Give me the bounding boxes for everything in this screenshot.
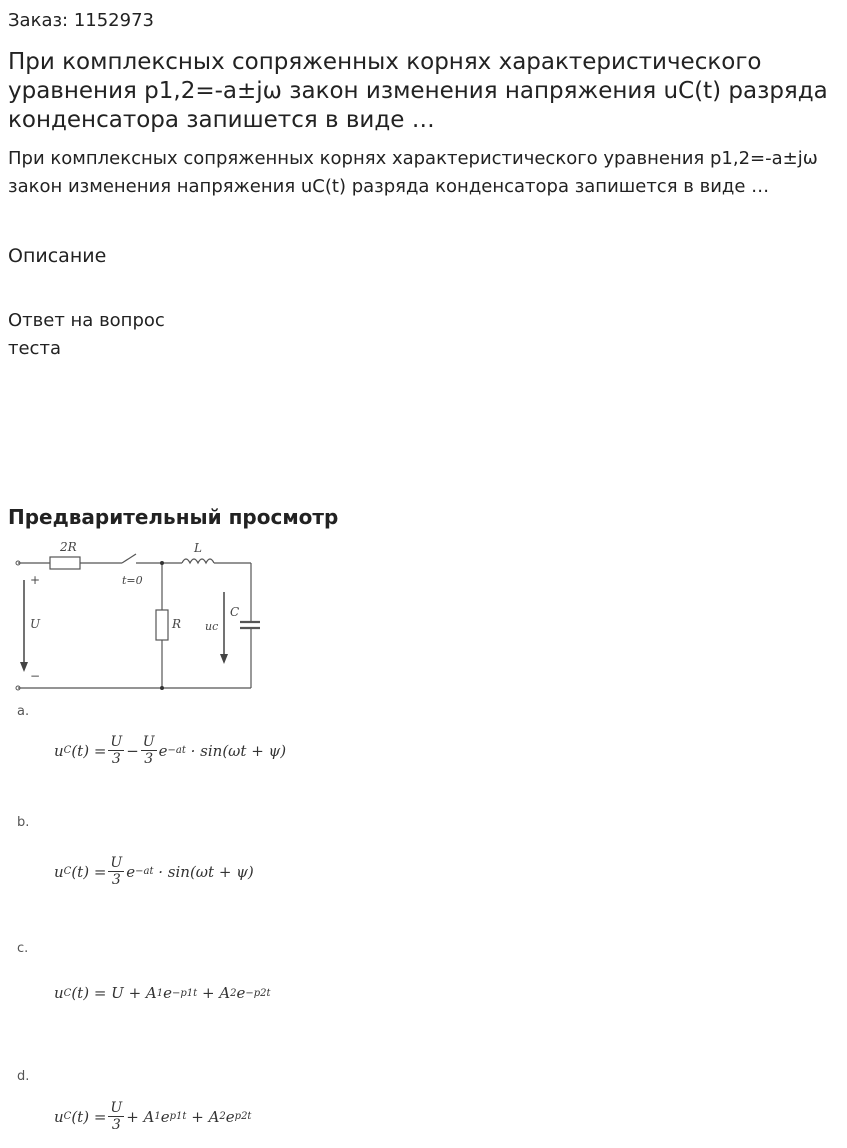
formula-exp-power: −at bbox=[167, 745, 186, 756]
fraction-denominator: 3 bbox=[111, 751, 121, 767]
fraction-denominator: 3 bbox=[111, 872, 121, 888]
preview-heading: Предварительный просмотр bbox=[8, 505, 339, 529]
resistor-r bbox=[156, 610, 168, 640]
junction-bottom bbox=[160, 686, 164, 690]
formula-mid: + A bbox=[201, 984, 231, 1002]
formula-a2-sub: 2 bbox=[219, 1111, 226, 1122]
switch-blade bbox=[122, 554, 136, 563]
option-a-letter: a. bbox=[17, 704, 30, 719]
fraction-numerator: U bbox=[142, 734, 155, 750]
fraction-numerator: U bbox=[110, 734, 123, 750]
option-b-letter: b. bbox=[17, 815, 30, 830]
description-heading: Описание bbox=[8, 245, 107, 267]
voltage-arrowhead-uc bbox=[220, 654, 228, 664]
formula-term1-base: e bbox=[160, 1107, 170, 1126]
formula-lhs: u bbox=[54, 862, 64, 881]
formula-fraction bbox=[108, 1100, 124, 1133]
formula-term1-power: −p1t bbox=[172, 987, 198, 999]
circuit-diagram bbox=[10, 536, 260, 696]
formula-a1-sub: 1 bbox=[156, 987, 164, 999]
formula-lhs-arg: (t) = bbox=[71, 862, 107, 881]
answer-note: Ответ на вопрос теста bbox=[8, 310, 165, 359]
formula-lhs: u bbox=[54, 984, 64, 1002]
label-t0: t=0 bbox=[122, 574, 143, 587]
formula-tail: · sin(ωt + ψ) bbox=[190, 741, 287, 760]
formula-lhs-arg: (t) = bbox=[71, 741, 107, 760]
formula-fraction bbox=[141, 734, 157, 767]
junction-top bbox=[160, 561, 164, 565]
formula-mid2: + A bbox=[191, 1107, 220, 1126]
fraction-denominator: 3 bbox=[144, 751, 154, 767]
formula-fraction bbox=[108, 855, 124, 888]
formula-term2-power: −p2t bbox=[245, 987, 271, 999]
resistor-2r bbox=[50, 557, 80, 569]
label-uc: uc bbox=[205, 620, 219, 633]
formula-lhs: u bbox=[54, 741, 64, 760]
option-b-formula bbox=[54, 855, 254, 888]
label-l: L bbox=[194, 541, 202, 555]
formula-term2-base: e bbox=[225, 1107, 235, 1126]
fraction-denominator: 3 bbox=[111, 1117, 121, 1133]
option-c-letter: c. bbox=[17, 941, 29, 956]
formula-a1-sub: 1 bbox=[154, 1111, 161, 1122]
formula-operator: − bbox=[126, 741, 139, 760]
formula-lhs-sub: C bbox=[63, 866, 72, 877]
inductor-l bbox=[182, 559, 214, 563]
label-plus: + bbox=[30, 573, 41, 587]
question-text: При комплексных сопряженных корнях характеристического уравнения p1,2=-a±jω закон изменения напряжения uC(t) разряда конденсатора запишется в виде … bbox=[8, 148, 818, 197]
formula-lhs-arg: (t) = U + A bbox=[71, 984, 157, 1002]
option-d-letter: d. bbox=[17, 1069, 30, 1084]
formula-lhs-sub: C bbox=[63, 1111, 72, 1122]
formula-exp-base: e bbox=[158, 741, 168, 760]
label-u: U bbox=[30, 617, 41, 631]
formula-fraction bbox=[108, 734, 124, 767]
fraction-numerator: U bbox=[110, 855, 123, 871]
formula-tail: · sin(ωt + ψ) bbox=[158, 862, 254, 881]
formula-term1-base: e bbox=[163, 984, 173, 1002]
option-d-formula bbox=[54, 1100, 251, 1133]
label-c: C bbox=[230, 605, 240, 619]
formula-a2-sub: 2 bbox=[230, 987, 237, 999]
formula-term2-power: p2t bbox=[234, 1111, 252, 1122]
order-number: Заказ: 1152973 bbox=[8, 10, 154, 31]
formula-lhs-arg: (t) = bbox=[71, 1107, 107, 1126]
page-title: При комплексных сопряженных корнях характеристического уравнения p1,2=-a±jω закон изменения напряжения uC(t) разряда конденсатора запишется в виде … bbox=[8, 49, 828, 133]
formula-exp-base: e bbox=[126, 862, 136, 881]
label-minus: − bbox=[30, 669, 41, 683]
formula-term2-base: e bbox=[236, 984, 246, 1002]
formula-exp-power: −at bbox=[135, 866, 154, 877]
formula-mid1: + A bbox=[126, 1107, 155, 1126]
formula-term1-power: p1t bbox=[169, 1111, 187, 1122]
option-a-formula bbox=[54, 734, 286, 767]
formula-lhs-sub: C bbox=[63, 987, 72, 999]
fraction-numerator: U bbox=[110, 1100, 123, 1116]
option-c-formula bbox=[54, 984, 271, 1002]
label-2r: 2R bbox=[60, 540, 77, 554]
label-r: R bbox=[172, 617, 182, 631]
formula-lhs-sub: C bbox=[63, 745, 72, 756]
formula-lhs: u bbox=[54, 1107, 64, 1126]
voltage-arrowhead-u bbox=[20, 662, 28, 672]
